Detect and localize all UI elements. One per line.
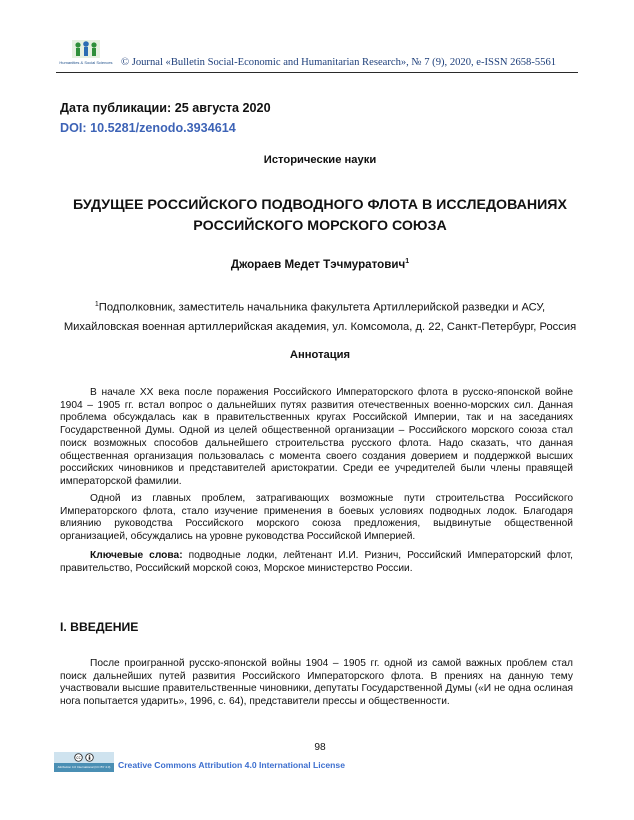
affiliation-line-2: Михайловская военная артиллерийская академия, ул. Комсомола, д. 22, Санкт-Петербург, Россия: [63, 320, 577, 333]
author-superscript: 1: [405, 258, 410, 266]
abstract-paragraph: [60, 493, 573, 544]
author-name: [60, 258, 580, 271]
author-text: Джораев Медет Тэчмуратович: [230, 258, 406, 271]
affiliation-superscript: 1: [94, 301, 99, 308]
page-number: 98: [314, 742, 326, 753]
article-title: БУДУЩЕЕ РОССИЙСКОГО ПОДВОДНОГО ФЛОТА В ИССЛЕДОВАНИЯХ РОССИЙСКОГО МОРСКОГО СОЮЗА: [73, 197, 567, 234]
cc-badge-text: Attribution 4.0 International (CC BY 4.0): [54, 763, 114, 772]
affiliation-line-1: Подполковник, заместитель начальника факультета Артиллерийской разведки и АСУ,: [98, 301, 546, 314]
introduction-heading: I. ВВЕДЕНИЕ: [60, 620, 139, 634]
attribution-person-icon: [85, 753, 94, 762]
introduction-paragraph: [60, 658, 573, 709]
logo-text: Humanities & Social Sciences: [59, 60, 113, 65]
keywords-text: подводные лодки, лейтенант И.И. Ризнич, Российский Императорский флот, правительство, Российский морской союз, Морское министерство России.: [60, 550, 573, 574]
section-heading: Исторические науки: [263, 154, 377, 166]
abstract-paragraph-1-text: В начале XX века после поражения Российского Императорского флота в русско-японской войне 1904 – 1905 гг. встал вопрос о дальнейших путях развития отечественных военно-морских сил. Данная проблема обсуждалась как в правительственных кругах Российской Империи, так и на заседаниях Государственной Думы. Одной из целей общественной организации – Российского морского союза стал поиск возможных способов дальнейшего строительства русского флота. Надо сказать, что данная общественная организация пользовалась с момента своего создания доверием и поддержкой высших российских чиновников и представителей аристократии. Среди ее учредителей были члены правящей императорской фамилии.: [60, 387, 573, 487]
abstract-paragraph: [60, 387, 573, 489]
humanities-people-icon: [69, 40, 103, 60]
abstract-heading: Аннотация: [289, 349, 351, 361]
header-divider: [56, 72, 578, 73]
cc-icon: [74, 753, 83, 762]
doi-link[interactable]: DOI: 10.5281/zenodo.3934614: [60, 121, 236, 135]
journal-citation: © Journal «Bulletin Social-Economic and Humanitarian Research», № 7 (9), 2020, e-ISSN 2658-5561: [121, 57, 557, 68]
svg-text:cc: cc: [76, 755, 81, 761]
introduction-paragraph-text: После проигранной русско-японской войны 1904 – 1905 гг. одной из самой важных проблем стал поиск дальнейших путей развития Российского Императорского флота. В прениях на данную тему участвовали высшие правительственные чиновники, депутаты Государственной Думы («И не одна ослиная нога попытается ударить», 1996, с. 64), представители прессы и общественности.: [60, 658, 573, 708]
keywords: [60, 550, 573, 575]
publication-date: Дата публикации: 25 августа 2020: [60, 101, 271, 115]
license-link[interactable]: Creative Commons Attribution 4.0 International License: [118, 760, 345, 770]
cc-by-badge[interactable]: [54, 752, 114, 772]
abstract-paragraph-2-text: Одной из главных проблем, затрагивающих возможные пути строительства Российского Императорского флота, стало изучение применения в боевых условиях подводных лодок. Благодаря влиянию руководства Российского морского союза предложения, выдвинутые общественной организацией, обсуждались на уровне руководства Российской Империей.: [60, 493, 573, 543]
journal-logo: [56, 40, 116, 72]
keywords-label: Ключевые слова:: [90, 550, 183, 561]
author-affiliation: [60, 295, 580, 337]
